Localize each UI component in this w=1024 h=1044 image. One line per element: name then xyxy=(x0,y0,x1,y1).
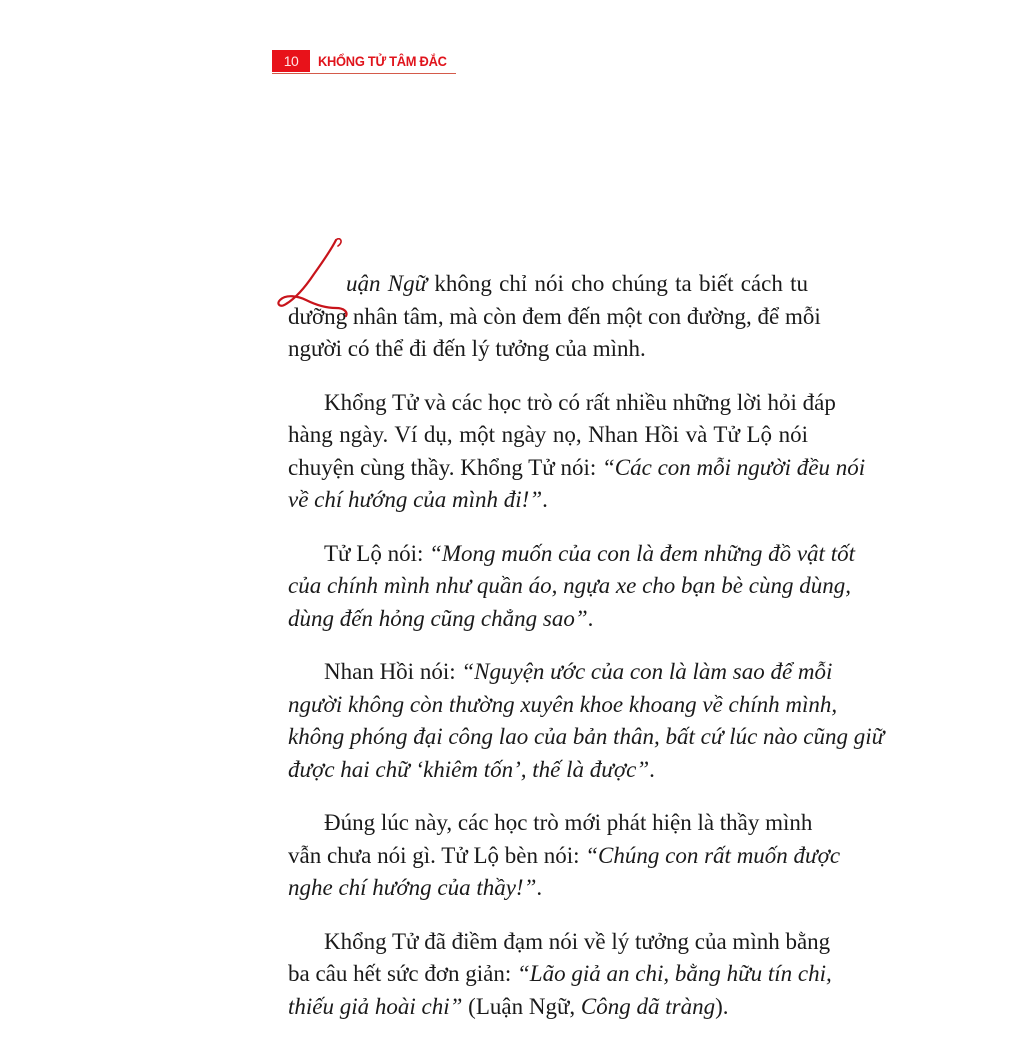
text-run: dưỡng nhân tâm, mà còn đem đến một con đường, để mỗi xyxy=(288,303,821,329)
italic-text: về chí hướng của mình đi!” xyxy=(288,487,543,512)
text-run: Khổng Tử và các học trò có rất nhiều những lời hỏi đáp xyxy=(324,389,836,415)
italic-text: Công dã tràng xyxy=(580,993,716,1019)
text-run: Khổng Tử đã điềm đạm nói về lý tưởng của mình bằng xyxy=(324,928,831,954)
italic-text: “Chúng con rất muốn được xyxy=(585,842,841,868)
header-underline xyxy=(272,73,456,74)
text-line xyxy=(288,268,808,301)
italic-text: nghe chí hướng của thầy!” xyxy=(288,875,537,900)
text-run: Nhan Hồi nói: xyxy=(324,659,462,684)
text-line xyxy=(288,991,808,1024)
text-line xyxy=(288,301,821,334)
text-line xyxy=(288,484,808,517)
text-line xyxy=(288,721,885,754)
paragraph xyxy=(288,538,855,636)
italic-text: uận Ngữ xyxy=(346,271,428,296)
italic-text: thiếu giả hoài chi” xyxy=(288,993,463,1019)
running-title: KHỔNG TỬ TÂM ĐẮC xyxy=(318,53,447,69)
running-header xyxy=(272,50,458,72)
text-line xyxy=(288,387,836,420)
paragraph xyxy=(288,807,841,905)
italic-text: “Các con mỗi người đều nói xyxy=(601,454,866,480)
paragraph xyxy=(288,926,832,1024)
text-line xyxy=(288,926,831,959)
text-line xyxy=(288,689,838,722)
text-line xyxy=(288,333,808,366)
paragraph xyxy=(288,387,866,517)
text-line xyxy=(288,452,866,485)
text-run: người có thể đi đến lý tưởng của mình. xyxy=(288,336,646,361)
text-run: . xyxy=(587,605,594,631)
text-run: . xyxy=(542,487,548,512)
text-run: . xyxy=(649,756,655,782)
italic-text: người không còn thường xuyên khoe khoang về chính mình, xyxy=(288,691,838,717)
text-line xyxy=(288,419,808,452)
body-text xyxy=(288,268,885,1044)
italic-text: của chính mình như quần áo, ngựa xe cho bạn bè cùng dùng, xyxy=(288,573,851,598)
italic-text: không phóng đại công lao của bản thân, bất cứ lúc nào cũng giữ xyxy=(288,724,885,749)
italic-text: dùng đến hỏng cũng chẳng sao” xyxy=(288,605,588,631)
text-run: chuyện cùng thầy. Khổng Tử nói: xyxy=(288,454,602,480)
text-line xyxy=(288,656,833,689)
italic-text: “Mong muốn của con là đem những đồ vật tốt xyxy=(429,540,855,566)
text-line xyxy=(288,570,851,603)
text-line xyxy=(288,872,808,905)
text-run: . xyxy=(536,875,543,900)
text-line xyxy=(288,807,813,840)
text-run: Đúng lúc này, các học trò mới phát hiện là thầy mình xyxy=(324,810,813,835)
text-run: Tử Lộ nói: xyxy=(324,540,430,566)
text-run: ). xyxy=(715,993,729,1019)
text-line xyxy=(288,958,832,991)
italic-text: được hai chữ ‘khiêm tốn’, thế là được” xyxy=(288,756,650,782)
paragraph xyxy=(288,656,885,786)
text-run: hàng ngày. Ví dụ, một ngày nọ, Nhan Hồi và Tử Lộ nói xyxy=(288,422,808,447)
text-run: ba câu hết sức đơn giản: xyxy=(288,961,518,986)
text-line xyxy=(288,754,808,787)
paragraph xyxy=(288,268,821,366)
text-run: không chỉ nói cho chúng ta biết cách tu xyxy=(427,271,808,296)
italic-text: “Lão giả an chi, bằng hữu tín chi, xyxy=(517,961,832,986)
text-line xyxy=(288,603,808,636)
text-run: (Luận Ngữ, xyxy=(462,993,581,1019)
text-run: vẫn chưa nói gì. Tử Lộ bèn nói: xyxy=(288,842,586,868)
page-number: 10 xyxy=(272,50,310,72)
italic-text: “Nguyện ước của con là làm sao để mỗi xyxy=(461,659,833,684)
text-line xyxy=(288,840,841,873)
text-line xyxy=(288,538,855,571)
